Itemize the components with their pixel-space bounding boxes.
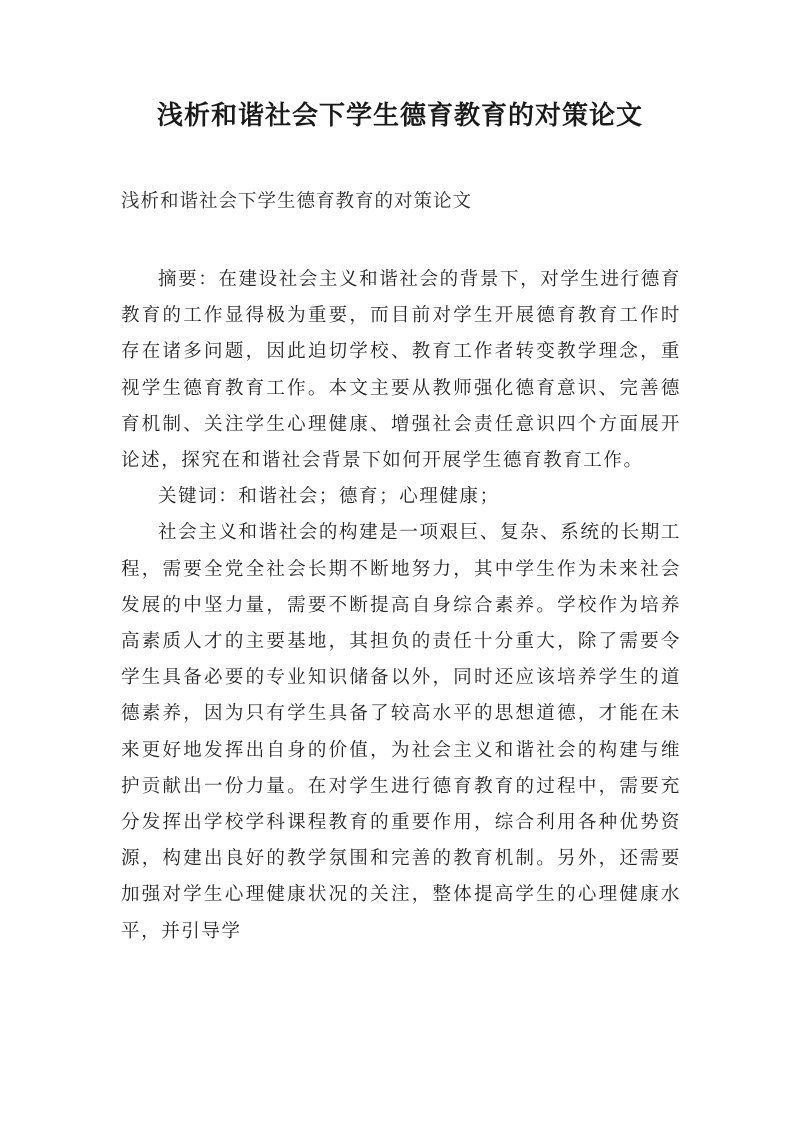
keywords-paragraph: 关键词：和谐社会；德育；心理健康； <box>158 486 500 508</box>
body-paragraph: 社会主义和谐社会的构建是一项艰巨、复杂、系统的长期工程，需要全党全社会长期不断地努力，其中学生作为未来社会发展的中坚力量，需要不断提高自身综合素养。学校作为培养高素质人才的主要基地，其担负的责任十分重大，除了需要令学生具备必要的专业知识储备以外，同时还应该培养学生的道德素养，因为只有学生具备了较高水平的思想道德，才能在未来更好地发挥出自身的价值，为社会主义和谐社会的构建与维护贡献出一份力量。在对学生进行德育教育的过程中，需要充分发挥出学校学科课程教育的重要作用，综合利用各种优势资源，构建出良好的教学氛围和完善的教育机制。另外，还需要加强对学生心理健康状况的关注，整体提高学生的心理健康水平，并引导学 <box>121 522 681 942</box>
document-subtitle: 浅析和谐社会下学生德育教育的对策论文 <box>121 191 473 212</box>
abstract-paragraph: 摘要：在建设社会主义和谐社会的背景下，对学生进行德育教育的工作显得极为重要，而目前对学生开展德育教育工作时存在诸多问题，因此迫切学校、教育工作者转变教学理念，重视学生德育教育工作。本文主要从教师强化德育意识、完善德育机制、关注学生心理健康、增强社会责任意识四个方面展开论述，探究在和谐社会背景下如何开展学生德育教育工作。 <box>121 269 681 472</box>
document-body <box>121 262 681 950</box>
document-title: 浅析和谐社会下学生德育教育的对策论文 <box>156 101 643 131</box>
